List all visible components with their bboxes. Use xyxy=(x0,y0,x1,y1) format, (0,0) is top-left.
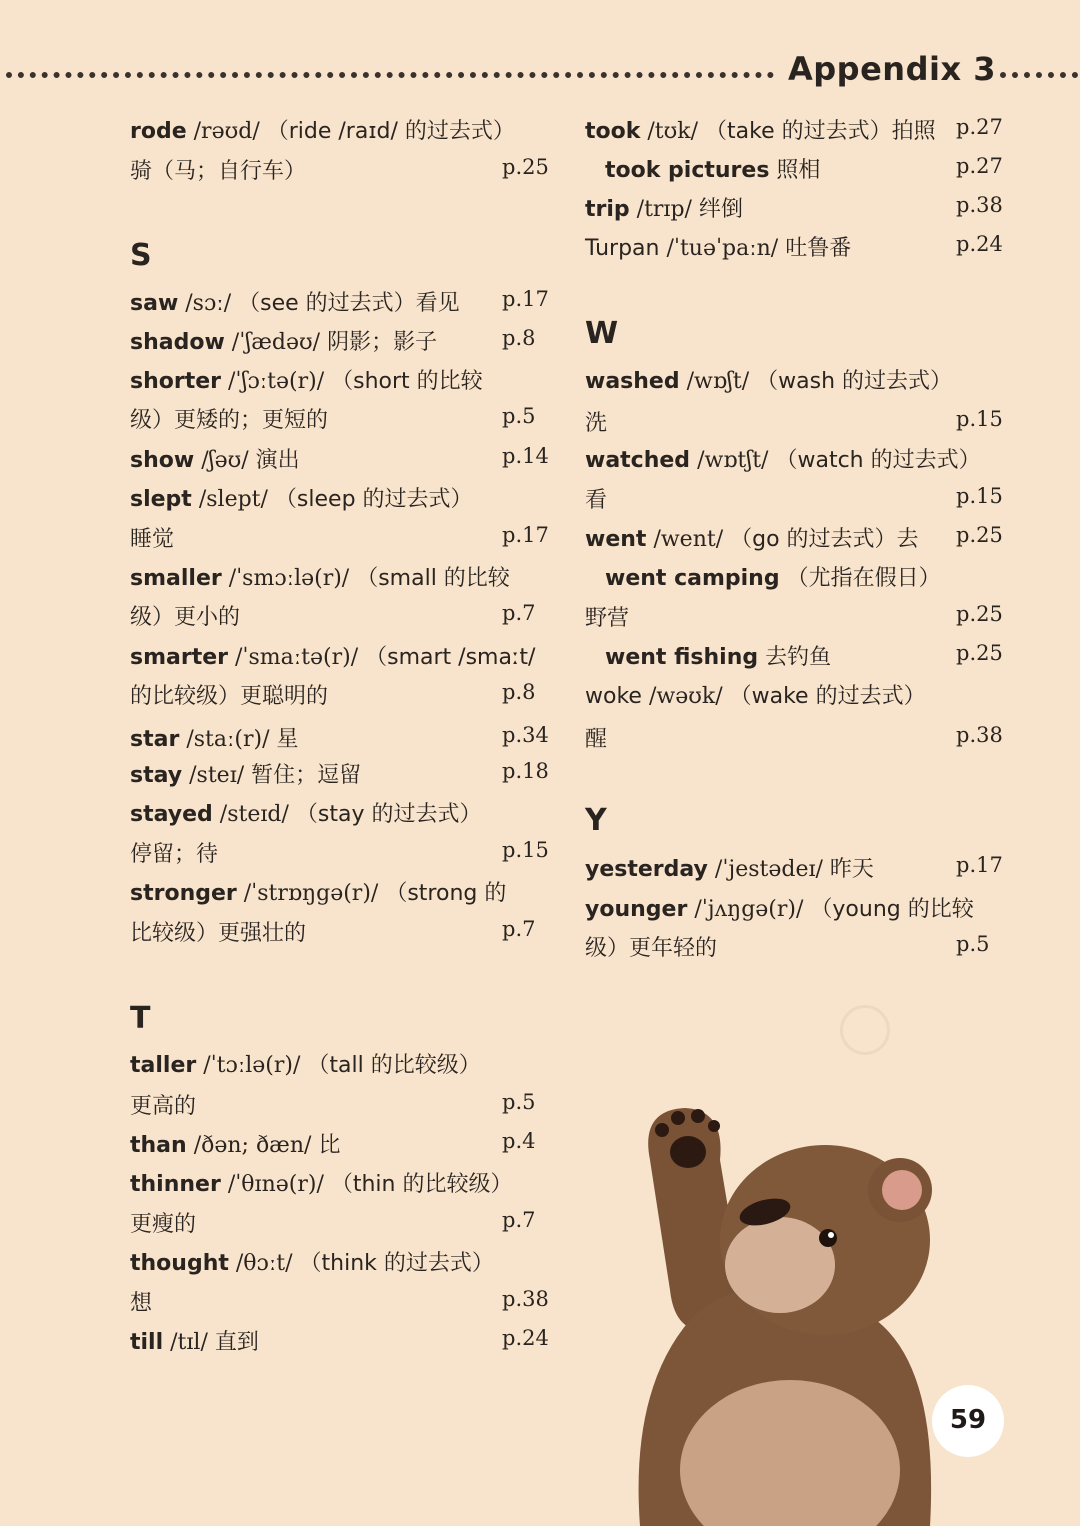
glossary-entry xyxy=(585,114,936,145)
entry-gloss: 级）更年轻的 xyxy=(585,936,718,961)
entry-gloss: 看 xyxy=(585,488,608,513)
entry-phonetic: /wɒʃt/ xyxy=(686,369,750,394)
entry-word: went fishing xyxy=(605,645,759,670)
entry-word: thinner xyxy=(130,1172,221,1197)
section-letter: T xyxy=(130,1001,151,1036)
entry-page-ref: p.5 xyxy=(502,1090,536,1114)
glossary-entry-continued xyxy=(130,522,174,553)
entry-gloss: （stay 的过去式） xyxy=(295,802,482,827)
entry-page-ref: p.24 xyxy=(956,232,1003,256)
glossary-entry-continued xyxy=(130,837,218,868)
entry-phonetic: /sɔː/ xyxy=(185,291,232,316)
section-letter: S xyxy=(130,238,152,273)
glossary-entry xyxy=(130,1128,340,1159)
glossary-entry-continued xyxy=(130,916,306,947)
glossary-entry xyxy=(605,640,831,671)
entry-phonetic: /wɒtʃt/ xyxy=(697,448,769,473)
entry-word: thought xyxy=(130,1251,229,1276)
glossary-entry xyxy=(130,114,515,145)
glossary-entry xyxy=(130,364,483,395)
entry-gloss: 骑（马；自行车） xyxy=(130,159,307,184)
entry-gloss: 级）更小的 xyxy=(130,605,241,630)
entry-gloss: （think 的过去式） xyxy=(299,1251,494,1276)
entry-page-ref: p.25 xyxy=(956,641,1003,665)
entry-phonetic: /slept/ xyxy=(198,487,268,512)
header-dots-right xyxy=(1000,72,1078,78)
entry-page-ref: p.7 xyxy=(502,917,536,941)
entry-gloss: 级）更矮的；更短的 xyxy=(130,408,329,433)
entry-phonetic: /ˈθɪnə(r)/ xyxy=(227,1172,324,1197)
glossary-entry xyxy=(585,364,952,395)
glossary-entry xyxy=(130,722,299,753)
entry-word: taller xyxy=(130,1053,197,1078)
entry-page-ref: p.8 xyxy=(502,680,536,704)
entry-page-ref: p.4 xyxy=(502,1129,536,1153)
page-header xyxy=(0,48,1080,98)
entry-page-ref: p.17 xyxy=(502,287,549,311)
entry-phonetic: /wəʊk/ xyxy=(648,684,723,709)
entry-word: yesterday xyxy=(585,857,708,882)
entry-page-ref: p.8 xyxy=(502,326,536,350)
entry-gloss: （strong 的 xyxy=(385,881,507,906)
entry-gloss: 洗 xyxy=(585,411,608,436)
entry-phonetic: /steɪd/ xyxy=(219,802,289,827)
entry-gloss: 睡觉 xyxy=(130,527,175,552)
entry-page-ref: p.38 xyxy=(956,723,1003,747)
entry-gloss: 绊倒 xyxy=(698,197,743,222)
entry-word: trip xyxy=(585,197,630,222)
glossary-entry-continued xyxy=(585,483,607,514)
entry-page-ref: p.27 xyxy=(956,115,1003,139)
glossary-entry-continued xyxy=(130,600,240,631)
entry-page-ref: p.15 xyxy=(956,484,1003,508)
entry-gloss: （smart /smaːt/ xyxy=(365,645,536,670)
entry-phonetic: /ˈtuəˈpaːn/ xyxy=(666,236,779,261)
entry-phonetic: /ˈʃædəʊ/ xyxy=(231,330,321,355)
glossary-entry xyxy=(130,325,437,356)
entry-gloss: 照相 xyxy=(776,158,821,183)
entry-page-ref: p.7 xyxy=(502,601,536,625)
glossary-entry xyxy=(130,286,460,317)
entry-phonetic: /ˈjʌŋgə(r)/ xyxy=(694,897,804,922)
entry-word: shadow xyxy=(130,330,225,355)
entry-word: Turpan xyxy=(585,236,660,261)
entry-gloss: 醒 xyxy=(585,727,608,752)
entry-page-ref: p.15 xyxy=(956,407,1003,431)
watermark-registered-mark xyxy=(840,1005,890,1055)
entry-gloss: 更瘦的 xyxy=(130,1212,197,1237)
entry-page-ref: p.25 xyxy=(502,155,549,179)
entry-gloss: 昨天 xyxy=(829,857,874,882)
entry-phonetic: /staː(r)/ xyxy=(186,727,270,752)
entry-phonetic: /steɪ/ xyxy=(189,763,245,788)
entry-phonetic: /ˈsmɔːlə(r)/ xyxy=(228,566,350,591)
entry-page-ref: p.15 xyxy=(502,838,549,862)
entry-word: took pictures xyxy=(605,158,770,183)
entry-gloss: 停留；待 xyxy=(130,842,219,867)
bear-eye xyxy=(819,1229,837,1247)
entry-gloss: （尤指在假日） xyxy=(786,566,941,591)
entry-page-ref: p.25 xyxy=(956,523,1003,547)
glossary-entry xyxy=(585,679,926,710)
entry-gloss: （tall 的比较级） xyxy=(307,1053,481,1078)
entry-word: stay xyxy=(130,763,183,788)
entry-gloss: 野营 xyxy=(585,606,630,631)
bear-paw-pad xyxy=(670,1136,706,1168)
entry-phonetic: /ˈʃɔːtə(r)/ xyxy=(228,369,325,394)
entry-gloss: 阴影；影子 xyxy=(327,330,438,355)
glossary-entry xyxy=(585,892,974,923)
entry-gloss: 直到 xyxy=(214,1330,259,1355)
entry-word: smaller xyxy=(130,566,222,591)
bear-muzzle xyxy=(725,1217,835,1313)
entry-word: till xyxy=(130,1330,164,1355)
entry-word: took xyxy=(585,119,641,144)
glossary-entry-continued xyxy=(130,1207,196,1238)
glossary-entry-continued xyxy=(585,931,717,962)
entry-page-ref: p.17 xyxy=(956,853,1003,877)
glossary-entry xyxy=(585,231,851,262)
entry-word: slept xyxy=(130,487,192,512)
entry-gloss: 更高的 xyxy=(130,1094,197,1119)
entry-word: than xyxy=(130,1133,187,1158)
entry-phonetic: /trɪp/ xyxy=(636,197,692,222)
entry-word: show xyxy=(130,448,195,473)
glossary-entry xyxy=(130,640,535,671)
entry-phonetic: /rəʊd/ xyxy=(193,119,260,144)
entry-page-ref: p.38 xyxy=(956,193,1003,217)
entry-word: younger xyxy=(585,897,688,922)
entry-word: watched xyxy=(585,448,691,473)
header-dots-left xyxy=(6,72,774,78)
entry-word: went xyxy=(585,527,647,552)
bear-illustration xyxy=(600,1090,1020,1526)
glossary-entry xyxy=(585,443,981,474)
entry-word: saw xyxy=(130,291,179,316)
glossary-entry xyxy=(605,561,941,592)
entry-gloss: 暂住；逗留 xyxy=(251,763,362,788)
entry-phonetic: /ðən; ðæn/ xyxy=(193,1133,312,1158)
glossary-entry xyxy=(130,1048,481,1079)
entry-phonetic: /tʊk/ xyxy=(647,119,699,144)
entry-word: went camping xyxy=(605,566,780,591)
entry-phonetic: /went/ xyxy=(653,527,724,552)
page-title: Appendix 3 xyxy=(788,50,996,88)
entry-gloss: 星 xyxy=(276,727,299,752)
glossary-entry xyxy=(605,153,820,184)
entry-word: shorter xyxy=(130,369,222,394)
entry-page-ref: p.5 xyxy=(956,932,990,956)
entry-phonetic: /tɪl/ xyxy=(170,1330,208,1355)
glossary-entry xyxy=(130,482,473,513)
glossary-entry xyxy=(130,443,300,474)
entry-word: stayed xyxy=(130,802,213,827)
entry-gloss: （watch 的过去式） xyxy=(775,448,981,473)
entry-gloss: （take 的过去式）拍照 xyxy=(705,119,936,144)
entry-page-ref: p.14 xyxy=(502,444,549,468)
entry-gloss: 想 xyxy=(130,1291,153,1316)
entry-page-ref: p.17 xyxy=(502,523,549,547)
entry-page-ref: p.18 xyxy=(502,759,549,783)
entry-word: stronger xyxy=(130,881,237,906)
glossary-entry xyxy=(130,797,481,828)
page-number: 59 xyxy=(949,1405,987,1435)
entry-gloss: 比较级）更强壮的 xyxy=(130,921,307,946)
entry-page-ref: p.7 xyxy=(502,1208,536,1232)
glossary-entry xyxy=(130,1167,512,1198)
glossary-entry xyxy=(130,758,361,789)
entry-gloss: （wash 的过去式） xyxy=(756,369,953,394)
glossary-entry-continued xyxy=(130,154,306,185)
glossary-entry-continued xyxy=(130,1089,196,1120)
glossary-entry xyxy=(130,1325,259,1356)
entry-page-ref: p.27 xyxy=(956,154,1003,178)
glossary-entry xyxy=(585,192,743,223)
entry-gloss: （thin 的比较级） xyxy=(330,1172,513,1197)
entry-page-ref: p.5 xyxy=(502,404,536,428)
entry-gloss: 比 xyxy=(318,1133,341,1158)
entry-gloss: （see 的过去式）看见 xyxy=(238,291,460,316)
section-letter: Y xyxy=(585,803,607,838)
entry-phonetic: /ˈstrɒŋgə(r)/ xyxy=(243,881,379,906)
entry-page-ref: p.25 xyxy=(956,602,1003,626)
entry-phonetic: /ˈsmaːtə(r)/ xyxy=(235,645,359,670)
entry-phonetic: /θɔːt/ xyxy=(235,1251,293,1276)
glossary-entry-continued xyxy=(130,679,328,710)
entry-gloss: （short 的比较 xyxy=(331,369,483,394)
entry-word: star xyxy=(130,727,180,752)
entry-gloss: （go 的过去式）去 xyxy=(730,527,919,552)
entry-page-ref: p.24 xyxy=(502,1326,549,1350)
glossary-entry-continued xyxy=(585,601,629,632)
entry-gloss: 去钓鱼 xyxy=(765,645,832,670)
glossary-entry xyxy=(130,1246,494,1277)
glossary-entry xyxy=(585,522,919,553)
entry-gloss: （ride /raɪd/ 的过去式） xyxy=(266,119,515,144)
entry-page-ref: p.34 xyxy=(502,723,549,747)
entry-gloss: （young 的比较 xyxy=(810,897,974,922)
glossary-entry-continued xyxy=(585,722,607,753)
glossary-entry xyxy=(130,876,506,907)
entry-word: woke xyxy=(585,684,642,709)
entry-word: rode xyxy=(130,119,187,144)
entry-gloss: （wake 的过去式） xyxy=(729,684,926,709)
glossary-entry-continued xyxy=(130,403,328,434)
entry-gloss: （small 的比较 xyxy=(356,566,510,591)
glossary-entry xyxy=(585,852,874,883)
entry-word: smarter xyxy=(130,645,229,670)
entry-gloss: 的比较级）更聪明的 xyxy=(130,684,329,709)
entry-gloss: 吐鲁番 xyxy=(785,236,852,261)
glossary-entry xyxy=(130,561,510,592)
glossary-entry-continued xyxy=(585,406,607,437)
entry-gloss: （sleep 的过去式） xyxy=(274,487,473,512)
entry-page-ref: p.38 xyxy=(502,1287,549,1311)
entry-phonetic: /ˈjestədeɪ/ xyxy=(714,857,823,882)
entry-gloss: 演出 xyxy=(255,448,300,473)
entry-word: washed xyxy=(585,369,680,394)
glossary-entry-continued xyxy=(130,1286,152,1317)
entry-phonetic: /ˈtɔːlə(r)/ xyxy=(203,1053,301,1078)
section-letter: W xyxy=(585,316,619,351)
entry-phonetic: /ʃəʊ/ xyxy=(201,448,249,473)
